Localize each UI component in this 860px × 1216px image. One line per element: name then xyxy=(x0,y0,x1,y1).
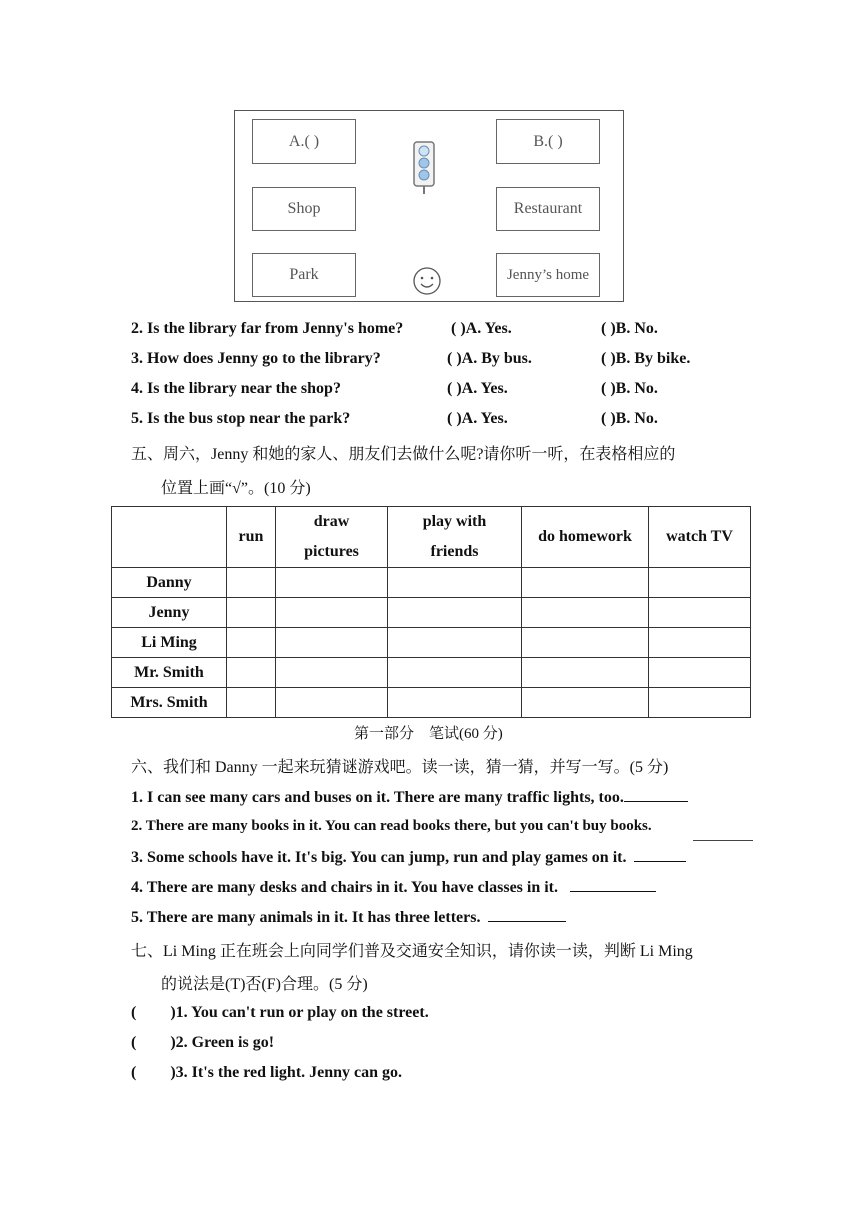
table-row xyxy=(112,568,751,598)
tf-item-1 xyxy=(131,1004,429,1022)
activity-table xyxy=(111,506,751,718)
row-name: Mrs. Smith xyxy=(112,688,227,718)
section7-title-cont: 的说法是(T)否(F)合理。(5 分) xyxy=(161,976,368,993)
answer-cell[interactable] xyxy=(388,688,522,718)
answer-cell[interactable] xyxy=(649,688,751,718)
question-5-option-b: ( )B. No. xyxy=(601,410,658,427)
tf-item-2 xyxy=(131,1034,274,1052)
question-3-option-a: ( )A. By bus. xyxy=(447,350,532,367)
table-row xyxy=(112,658,751,688)
section5-title: 五、周六，Jenny 和她的家人、朋友们去做什么呢?请你听一听，在表格相应的 xyxy=(131,446,676,463)
question-4-option-b: ( )B. No. xyxy=(601,380,658,397)
answer-cell[interactable] xyxy=(522,598,649,628)
answer-cell[interactable] xyxy=(522,568,649,598)
answer-cell[interactable] xyxy=(227,658,276,688)
tf-paren: ( xyxy=(131,1004,137,1021)
row-name: Jenny xyxy=(112,598,227,628)
question-3-option-b: ( )B. By bike. xyxy=(601,350,691,367)
riddle-4 xyxy=(131,877,656,897)
answer-cell[interactable] xyxy=(227,568,276,598)
row-name: Li Ming xyxy=(112,628,227,658)
section7-title: 七、Li Ming 正在班会上向同学们普及交通安全知识，请你读一读，判断 Li Ming xyxy=(131,943,693,960)
table-header-cell: do homework xyxy=(522,507,649,568)
answer-cell[interactable] xyxy=(649,658,751,688)
map-park: Park xyxy=(252,253,356,297)
riddle-4-text: 4. There are many desks and chairs in it. You have classes in it. xyxy=(131,879,559,896)
answer-cell[interactable] xyxy=(276,658,388,688)
answer-blank[interactable] xyxy=(488,907,566,922)
riddle-1 xyxy=(131,787,688,807)
answer-cell[interactable] xyxy=(388,568,522,598)
answer-cell[interactable] xyxy=(388,598,522,628)
riddle-2: 2. There are many books in it. You can read books there, but you can't buy books. xyxy=(131,818,652,834)
question-5-option-a: ( )A. Yes. xyxy=(447,410,508,427)
answer-cell[interactable] xyxy=(649,568,751,598)
answer-cell[interactable] xyxy=(649,628,751,658)
question-2: 2. Is the library far from Jenny's home? xyxy=(131,320,404,337)
answer-cell[interactable] xyxy=(522,658,649,688)
question-3: 3. How does Jenny go to the library? xyxy=(131,350,381,367)
answer-cell[interactable] xyxy=(276,598,388,628)
traffic-light-icon xyxy=(411,141,437,195)
riddle-1-text: 1. I can see many cars and buses on it. There are many traffic lights, too. xyxy=(131,789,624,806)
smiley-face-icon xyxy=(412,266,442,296)
table-header-cell: draw pictures xyxy=(276,507,388,568)
map-box-b: B.( ) xyxy=(496,119,600,164)
riddle-3-text: 3. Some schools have it. It's big. You can jump, run and play games on it. xyxy=(131,849,627,866)
answer-cell[interactable] xyxy=(649,598,751,628)
answer-blank[interactable] xyxy=(624,787,688,802)
section5-title-cont: 位置上画“√”。(10 分) xyxy=(161,480,311,497)
tf-item-3 xyxy=(131,1064,402,1082)
map-jenny-home: Jenny’s home xyxy=(496,253,600,297)
answer-cell[interactable] xyxy=(388,628,522,658)
answer-cell[interactable] xyxy=(276,628,388,658)
answer-blank[interactable] xyxy=(693,840,753,841)
table-header-cell: run xyxy=(227,507,276,568)
tf-text: )1. You can't run or play on the street. xyxy=(170,1004,429,1021)
table-header-row xyxy=(112,507,751,568)
question-4-option-a: ( )A. Yes. xyxy=(447,380,508,397)
answer-blank[interactable] xyxy=(634,847,686,862)
question-2-option-b: ( )B. No. xyxy=(601,320,658,337)
answer-cell[interactable] xyxy=(388,658,522,688)
answer-cell[interactable] xyxy=(227,688,276,718)
tf-paren: ( xyxy=(131,1034,137,1051)
map-shop: Shop xyxy=(252,187,356,231)
section6-title: 六、我们和 Danny 一起来玩猜谜游戏吧。读一读，猜一猜，并写一写。(5 分) xyxy=(131,759,669,776)
table-row xyxy=(112,688,751,718)
map-box-a: A.( ) xyxy=(252,119,356,164)
answer-cell[interactable] xyxy=(227,598,276,628)
riddle-5 xyxy=(131,907,566,927)
answer-cell[interactable] xyxy=(522,628,649,658)
tf-text: )3. It's the red light. Jenny can go. xyxy=(170,1064,403,1081)
map-figure xyxy=(234,110,624,302)
row-name: Danny xyxy=(112,568,227,598)
map-restaurant: Restaurant xyxy=(496,187,600,231)
row-name: Mr. Smith xyxy=(112,658,227,688)
tf-text: )2. Green is go! xyxy=(170,1034,275,1051)
table-header-cell: play with friends xyxy=(388,507,522,568)
question-5: 5. Is the bus stop near the park? xyxy=(131,410,351,427)
table-header-cell: watch TV xyxy=(649,507,751,568)
answer-cell[interactable] xyxy=(522,688,649,718)
table-row xyxy=(112,628,751,658)
table-row xyxy=(112,598,751,628)
riddle-5-text: 5. There are many animals in it. It has three letters. xyxy=(131,909,481,926)
table-header-cell xyxy=(112,507,227,568)
tf-paren: ( xyxy=(131,1064,137,1081)
part-title: 第一部分 笔试(60 分) xyxy=(354,726,503,742)
riddle-3 xyxy=(131,847,686,867)
question-2-option-a: ( )A. Yes. xyxy=(451,320,512,337)
answer-blank[interactable] xyxy=(570,877,656,892)
answer-cell[interactable] xyxy=(276,688,388,718)
answer-cell[interactable] xyxy=(227,628,276,658)
answer-cell[interactable] xyxy=(276,568,388,598)
question-4: 4. Is the library near the shop? xyxy=(131,380,341,397)
